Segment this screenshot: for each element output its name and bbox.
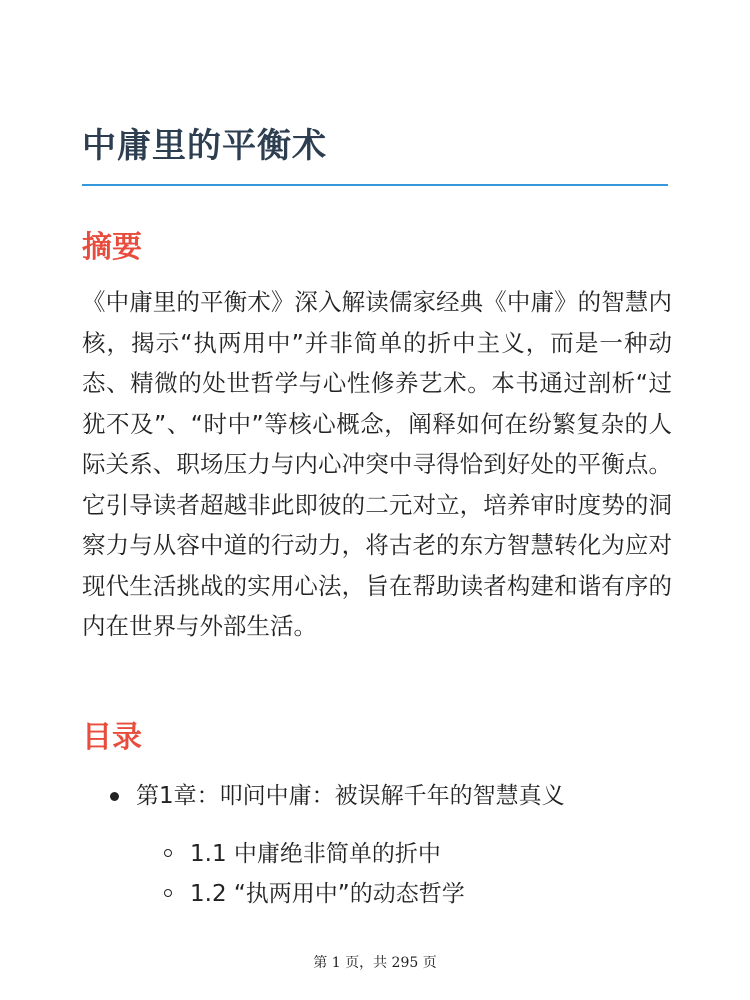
toc-heading: 目录 <box>82 720 142 755</box>
page-number-footer: 第 1 页，共 295 页 <box>313 955 437 971</box>
toc-section-1-2[interactable] <box>136 874 672 914</box>
table-of-contents <box>82 776 672 914</box>
title-divider <box>82 184 668 186</box>
toc-chapter-1-sections <box>136 834 672 914</box>
toc-section-label[interactable]: 1.2 “执两用中”的动态哲学 <box>190 881 465 907</box>
bullet-icon <box>110 792 119 801</box>
abstract-heading: 摘要 <box>82 230 142 265</box>
hollow-bullet-icon <box>164 889 172 897</box>
toc-section-label[interactable]: 1.1 中庸绝非简单的折中 <box>190 841 441 867</box>
hollow-bullet-icon <box>164 849 172 857</box>
toc-chapter-label[interactable]: 第1章：叩问中庸：被误解千年的智慧真义 <box>136 783 565 809</box>
toc-chapter-1[interactable] <box>82 776 672 914</box>
document-title: 中庸里的平衡术 <box>82 126 327 166</box>
abstract-text: 《中庸里的平衡术》深入解读儒家经典《中庸》的智慧内核，揭示“执两用中”并非简单的折中主义，而是一种动态、精微的处世哲学与心性修养艺术。本书通过剖析“过犹不及”、“时中”等核心概念，阐释如何在纷繁复杂的人际关系、职场压力与内心冲突中寻得恰到好处的平衡点。它引导读者超越非此即彼的二元对立，培养审时度势的洞察力与从容中道的行动力，将古老的东方智慧转化为应对现代生活挑战的实用心法，旨在帮助读者构建和谐有序的内在世界与外部生活。 <box>82 288 672 640</box>
toc-section-1-1[interactable] <box>136 834 672 874</box>
